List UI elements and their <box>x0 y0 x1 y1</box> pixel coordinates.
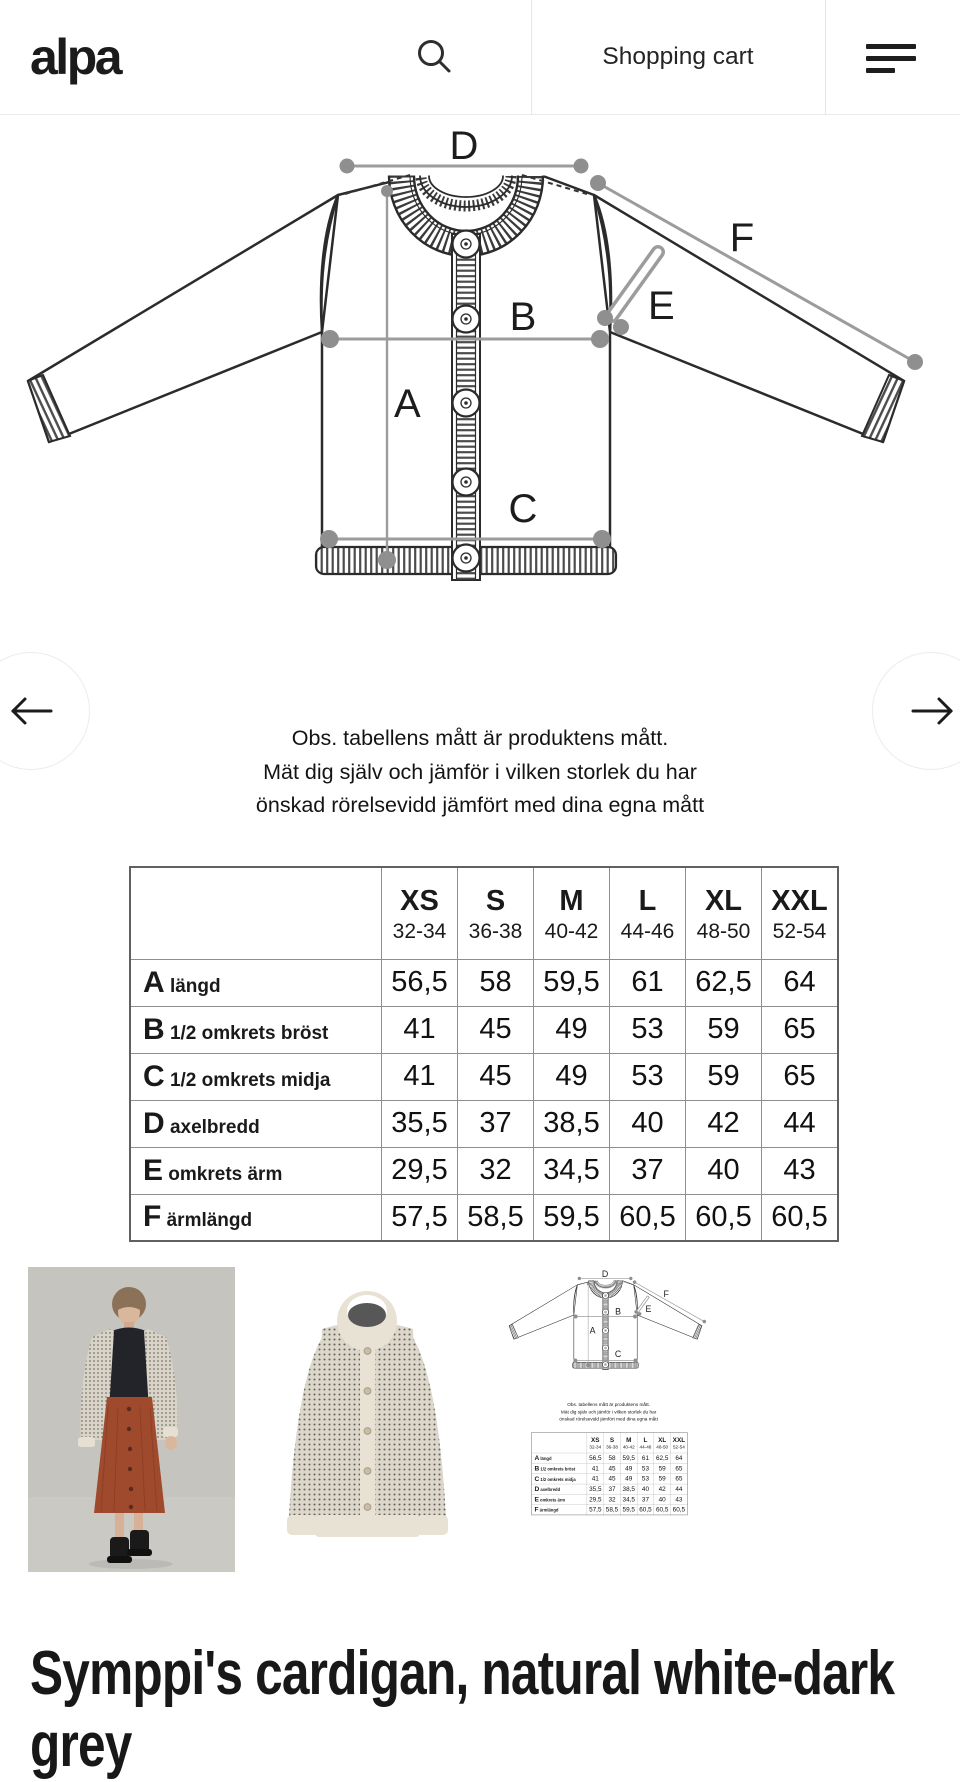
measurement-row <box>532 1505 688 1515</box>
size-column-header: XL 48-50 <box>654 1433 671 1453</box>
size-note-line2: Mät dig själv och jämför i vilken storlek du har <box>560 1409 657 1415</box>
size-guide-slide-mini <box>503 1267 714 1516</box>
measurement-value-cell: 40 <box>637 1484 654 1494</box>
measurement-value-cell: 37 <box>604 1484 621 1494</box>
size-column-header: XXL 52-54 <box>762 867 839 959</box>
measurement-value-cell: 60,5 <box>610 1194 686 1241</box>
measurement-value-cell: 59,5 <box>620 1505 637 1515</box>
size-column-header: S 36-38 <box>604 1433 621 1453</box>
measurement-value-cell: 40 <box>686 1147 762 1194</box>
measurement-label-cell: D axelbredd <box>532 1484 587 1494</box>
cardigan-measurement-diagram <box>503 1267 714 1377</box>
measurement-value-cell: 45 <box>458 1006 534 1053</box>
measurement-value-cell: 58 <box>458 959 534 1006</box>
measurement-label-cell: A längd <box>130 959 382 1006</box>
size-column-header: XL 48-50 <box>686 867 762 959</box>
measurement-value-cell: 29,5 <box>587 1494 604 1504</box>
measurement-value-cell: 42 <box>686 1100 762 1147</box>
size-note-line1: Obs. tabellens mått är produktens mått. <box>291 726 669 750</box>
measurement-value-cell: 53 <box>637 1474 654 1484</box>
model-photo-illustration <box>28 1267 235 1572</box>
arrow-left-icon <box>9 693 53 729</box>
measurement-value-cell: 64 <box>671 1453 688 1463</box>
size-column-header: M 40-42 <box>534 867 610 959</box>
measurement-value-cell: 65 <box>671 1474 688 1484</box>
size-guide-slide <box>0 114 960 1244</box>
measurement-value-cell: 37 <box>637 1494 654 1504</box>
measurement-value-cell: 41 <box>382 1006 458 1053</box>
measurement-value-cell: 43 <box>762 1147 839 1194</box>
measurement-value-cell: 32 <box>458 1147 534 1194</box>
measurement-value-cell: 61 <box>637 1453 654 1463</box>
size-note-line3: önskad rörelsevidd jämfört med dina egna mått <box>559 1416 658 1422</box>
measurement-value-cell: 60,5 <box>686 1194 762 1241</box>
measurement-label-cell: B 1/2 omkrets bröst <box>532 1463 587 1473</box>
measurement-value-cell: 59 <box>654 1463 671 1473</box>
measurement-value-cell: 49 <box>534 1006 610 1053</box>
size-column-header: L 44-46 <box>637 1433 654 1453</box>
measurement-label-cell: D axelbredd <box>130 1100 382 1147</box>
thumbnail-model-photo[interactable] <box>28 1267 235 1572</box>
measurement-value-cell: 42 <box>654 1484 671 1494</box>
measurement-value-cell: 34,5 <box>534 1147 610 1194</box>
measurement-value-cell: 56,5 <box>382 959 458 1006</box>
measurement-value-cell: 60,5 <box>762 1194 839 1241</box>
measurement-value-cell: 62,5 <box>654 1453 671 1463</box>
measurement-value-cell: 60,5 <box>637 1505 654 1515</box>
size-column-header: L 44-46 <box>610 867 686 959</box>
measurement-value-cell: 59,5 <box>620 1453 637 1463</box>
measurement-row <box>532 1484 688 1494</box>
measurement-label-cell: F ärmlängd <box>130 1194 382 1241</box>
measurement-row <box>532 1463 688 1473</box>
measurement-value-cell: 29,5 <box>382 1147 458 1194</box>
hamburger-menu-icon[interactable] <box>866 44 918 78</box>
measurement-value-cell: 59,5 <box>534 959 610 1006</box>
measurement-value-cell: 53 <box>610 1006 686 1053</box>
measurement-row <box>130 1053 838 1100</box>
size-table-corner-cell <box>130 867 382 959</box>
arrow-right-icon <box>911 693 955 729</box>
measurement-value-cell: 59,5 <box>534 1194 610 1241</box>
measurement-label-cell: E omkrets ärm <box>532 1494 587 1504</box>
measurement-row <box>130 1006 838 1053</box>
measurement-value-cell: 45 <box>458 1053 534 1100</box>
size-note-line1: Obs. tabellens mått är produktens mått. <box>567 1401 651 1407</box>
measurement-label-cell: B 1/2 omkrets bröst <box>130 1006 382 1053</box>
measurement-label-cell: F ärmlängd <box>532 1505 587 1515</box>
size-column-header: XS 32-34 <box>382 867 458 959</box>
measurement-value-cell: 60,5 <box>671 1505 688 1515</box>
measurement-value-cell: 44 <box>762 1100 839 1147</box>
size-column-header: XXL 52-54 <box>671 1433 688 1453</box>
size-table <box>129 866 839 1242</box>
size-table-container <box>531 1432 687 1515</box>
measurement-value-cell: 37 <box>458 1100 534 1147</box>
cardigan-product-illustration <box>262 1267 473 1572</box>
measurement-value-cell: 60,5 <box>654 1505 671 1515</box>
measurement-value-cell: 53 <box>610 1053 686 1100</box>
cardigan-measurement-diagram <box>0 114 960 614</box>
measurement-label-cell: C 1/2 omkrets midja <box>130 1053 382 1100</box>
measurement-row <box>130 1147 838 1194</box>
product-title: Symppi's cardigan, natural white-dark grey <box>30 1638 895 1780</box>
measurement-value-cell: 59 <box>686 1006 762 1053</box>
measurement-value-cell: 45 <box>604 1474 621 1484</box>
shopping-cart-label: Shopping cart <box>602 43 754 70</box>
measurement-value-cell: 58 <box>604 1453 621 1463</box>
measurement-value-cell: 44 <box>671 1484 688 1494</box>
size-note <box>0 722 960 823</box>
measurement-value-cell: 49 <box>534 1053 610 1100</box>
size-table <box>531 1432 687 1515</box>
measurement-value-cell: 34,5 <box>620 1494 637 1504</box>
thumbnail-size-guide[interactable] <box>503 1267 715 1517</box>
measurement-value-cell: 35,5 <box>587 1484 604 1494</box>
size-column-header: S 36-38 <box>458 867 534 959</box>
size-note-line3: önskad rörelsevidd jämfört med dina egna mått <box>255 793 705 817</box>
measurement-row <box>130 959 838 1006</box>
shopping-cart-button[interactable] <box>531 0 825 114</box>
measurement-value-cell: 56,5 <box>587 1453 604 1463</box>
search-icon[interactable] <box>416 38 454 76</box>
measurement-value-cell: 40 <box>654 1494 671 1504</box>
measurement-value-cell: 35,5 <box>382 1100 458 1147</box>
size-table-corner-cell <box>532 1433 587 1453</box>
measurement-value-cell: 37 <box>610 1147 686 1194</box>
measurement-value-cell: 62,5 <box>686 959 762 1006</box>
top-bar <box>0 0 960 115</box>
measurement-row <box>532 1453 688 1463</box>
thumbnail-product-photo[interactable] <box>262 1267 473 1572</box>
size-table-container <box>129 866 839 1242</box>
measurement-value-cell: 65 <box>762 1006 839 1053</box>
size-note-line2: Mät dig själv och jämför i vilken storlek du har <box>263 759 697 784</box>
size-column-header: XS 32-34 <box>587 1433 604 1453</box>
size-guide-thumbnail-content <box>503 1267 714 1516</box>
measurement-row <box>130 1100 838 1147</box>
measurement-value-cell: 41 <box>382 1053 458 1100</box>
measurement-value-cell: 38,5 <box>534 1100 610 1147</box>
measurement-value-cell: 59 <box>686 1053 762 1100</box>
measurement-row <box>130 1194 838 1241</box>
measurement-label-cell: E omkrets ärm <box>130 1147 382 1194</box>
measurement-value-cell: 40 <box>610 1100 686 1147</box>
measurement-value-cell: 58,5 <box>458 1194 534 1241</box>
measurement-value-cell: 53 <box>637 1463 654 1473</box>
size-note <box>503 1401 714 1423</box>
measurement-value-cell: 57,5 <box>382 1194 458 1241</box>
measurement-value-cell: 49 <box>620 1463 637 1473</box>
measurement-value-cell: 41 <box>587 1463 604 1473</box>
measurement-row <box>532 1494 688 1504</box>
measurement-value-cell: 61 <box>610 959 686 1006</box>
size-column-header: M 40-42 <box>620 1433 637 1453</box>
measurement-value-cell: 65 <box>671 1463 688 1473</box>
brand-logo[interactable]: alpa <box>30 29 121 85</box>
measurement-row <box>532 1474 688 1484</box>
measurement-value-cell: 45 <box>604 1463 621 1473</box>
measurement-label-cell: C 1/2 omkrets midja <box>532 1474 587 1484</box>
measurement-value-cell: 64 <box>762 959 839 1006</box>
measurement-value-cell: 65 <box>762 1053 839 1100</box>
measurement-value-cell: 49 <box>620 1474 637 1484</box>
measurement-value-cell: 38,5 <box>620 1484 637 1494</box>
header-divider-right <box>825 0 826 114</box>
measurement-value-cell: 57,5 <box>587 1505 604 1515</box>
measurement-label-cell: A längd <box>532 1453 587 1463</box>
measurement-value-cell: 41 <box>587 1474 604 1484</box>
measurement-value-cell: 32 <box>604 1494 621 1504</box>
measurement-value-cell: 59 <box>654 1474 671 1484</box>
measurement-value-cell: 43 <box>671 1494 688 1504</box>
measurement-value-cell: 58,5 <box>604 1505 621 1515</box>
